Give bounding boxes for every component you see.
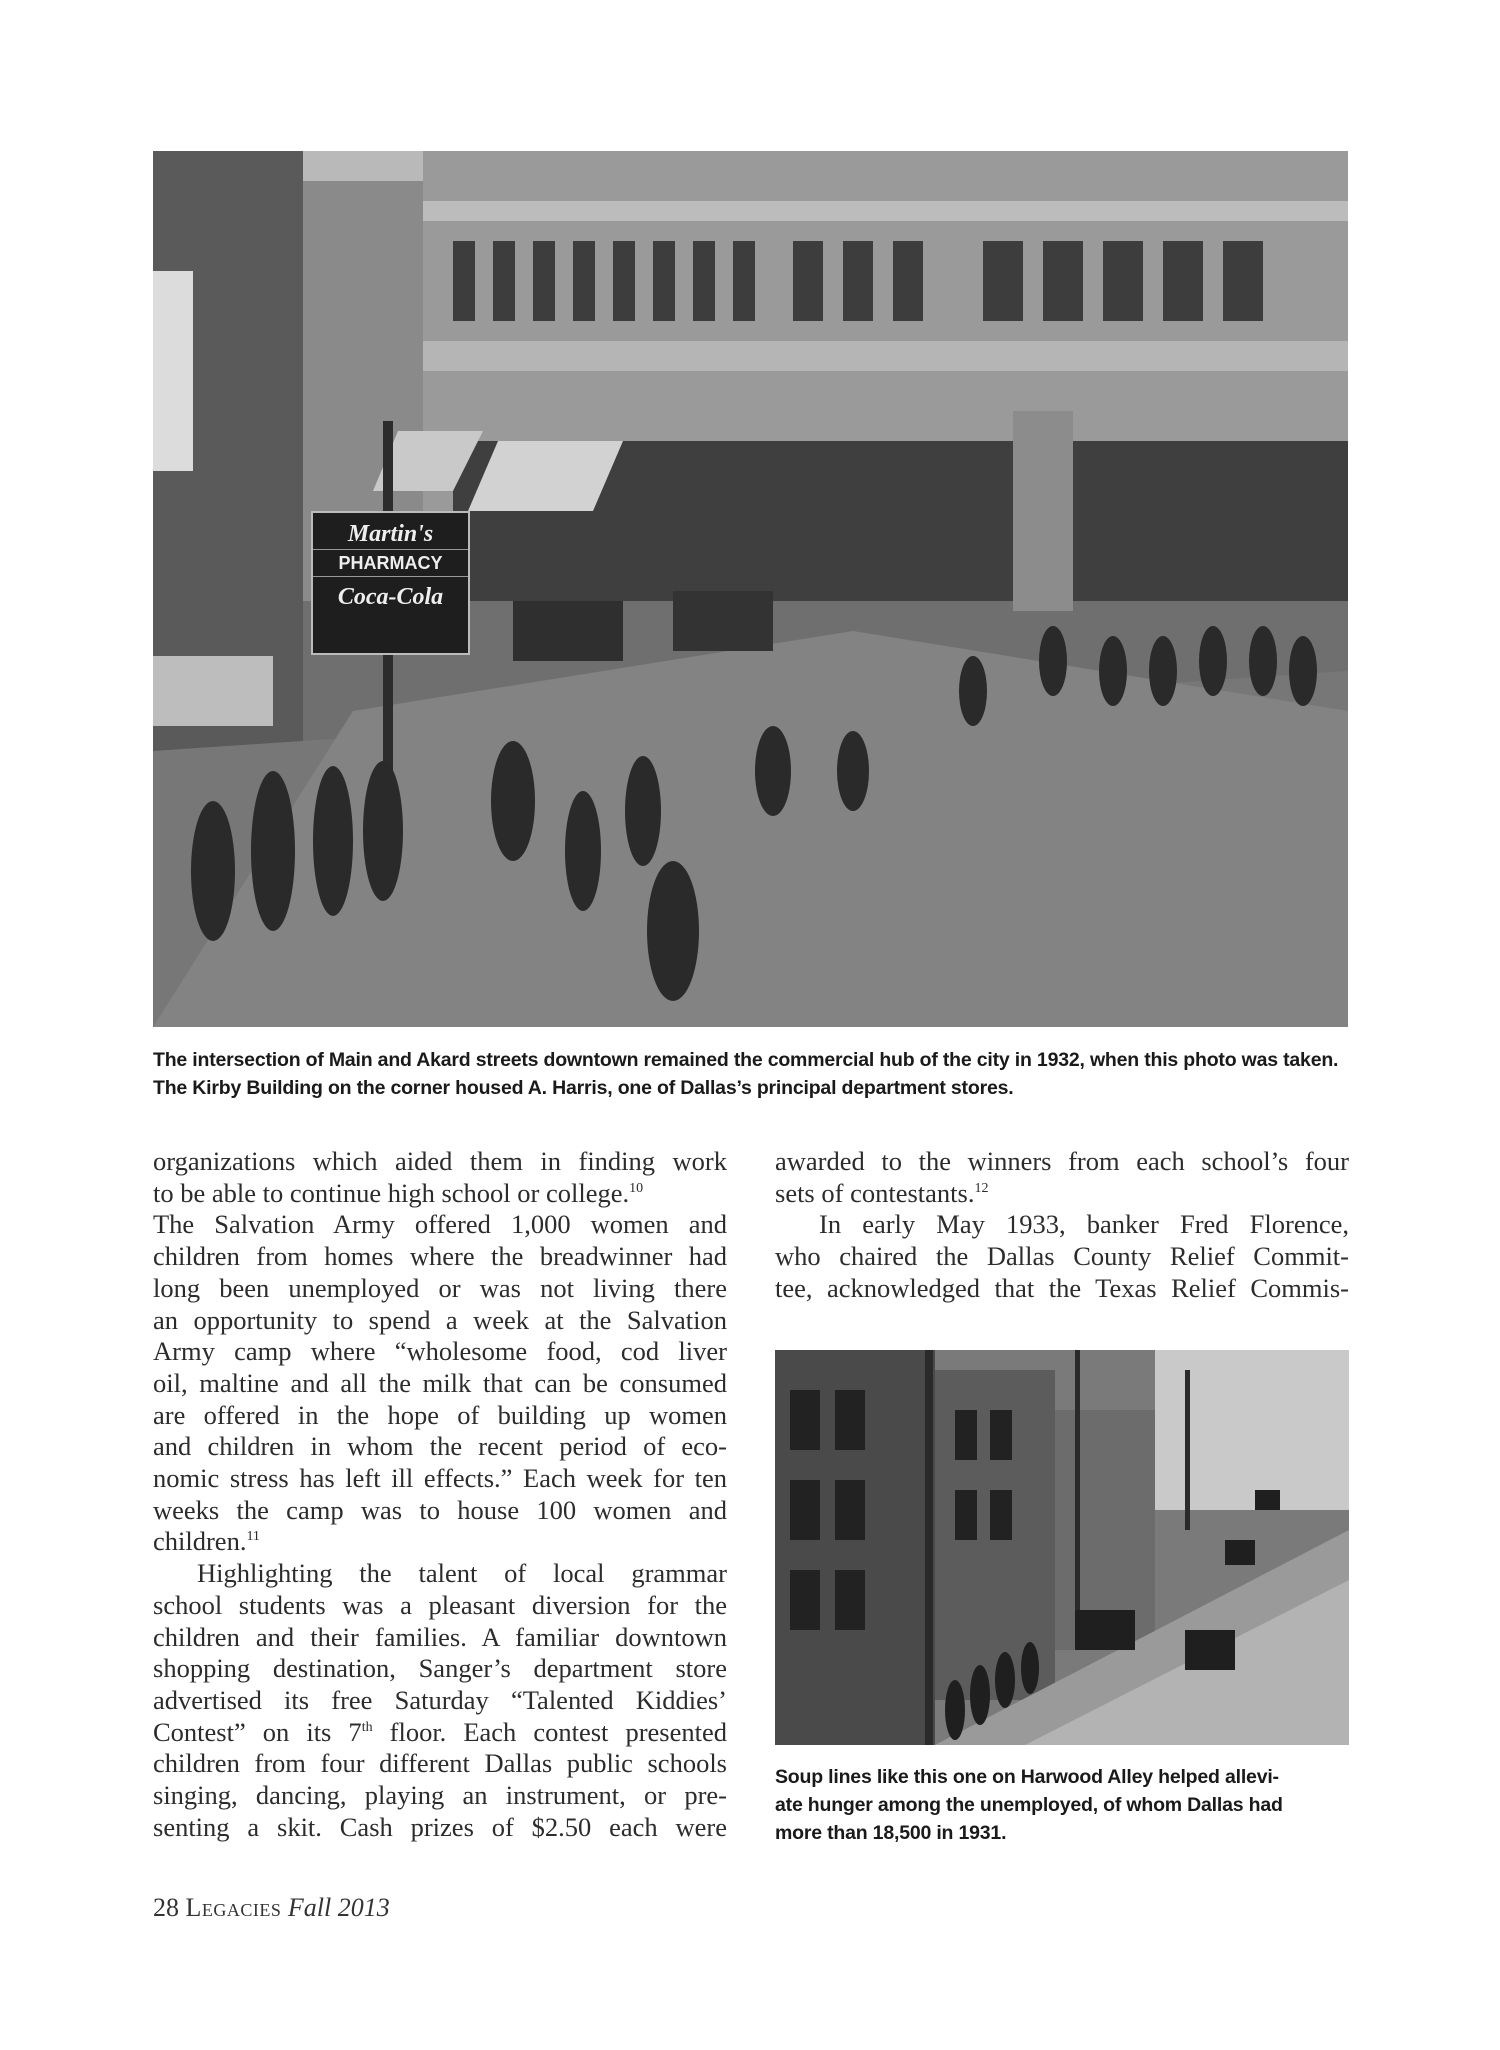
left-line-20: children from four different Dallas public schools <box>153 1748 727 1779</box>
sign-coca-cola: Coca-Cola <box>337 584 444 610</box>
superscript-th: th <box>361 1719 373 1735</box>
pharmacy-sign <box>311 511 470 655</box>
main-akard-intersection-photo <box>153 151 1348 1027</box>
left-line-6: an opportunity to spend a week at the Salvation <box>153 1304 727 1335</box>
left-line-18: advertised its free Saturday “Talented Kiddies’ <box>153 1684 727 1715</box>
left-column <box>153 1146 727 1843</box>
right-line-1: awarded to the winners from each school’s four <box>775 1146 1349 1176</box>
left-line-14: Highlighting the talent of local grammar <box>197 1558 727 1589</box>
right-line-5: tee, acknowledged that the Texas Relief Commis- <box>775 1272 1349 1303</box>
left-line-4: children from homes where the breadwinner had <box>153 1241 727 1272</box>
left-line-21: singing, dancing, playing an instrument, or pre- <box>153 1780 727 1811</box>
left-line-3: The Salvation Army offered 1,000 women and <box>153 1209 727 1240</box>
left-line-16: children and their families. A familiar downtown <box>153 1621 727 1652</box>
bottom-caption-line-1: Soup lines like this one on Harwood Alley helped allevi- <box>775 1766 1279 1788</box>
left-line-11: nomic stress has left ill effects.” Each week for ten <box>153 1463 727 1494</box>
left-line-13: children.$^{11}$ <box>153 1526 260 1557</box>
left-line-22: senting a skit. Cash prizes of $2.50 each were <box>153 1811 727 1842</box>
footnote-ref-12: 12 <box>974 1180 989 1196</box>
sign-pharmacy: PHARMACY <box>313 549 468 577</box>
top-caption-text: The intersection of Main and Akard streets downtown remained the commercial hub of the city in 1932, when this photo was taken. The Kirby Building on the corner housed A. Harris, one of Dallas’s principal department stores. <box>153 1049 1339 1099</box>
magazine-name: Legacies <box>185 1893 282 1922</box>
left-line-9: are offered in the hope of building up women <box>153 1399 727 1430</box>
harwood-alley-soup-line-photo <box>775 1350 1349 1745</box>
issue-label: Fall 2013 <box>287 1893 390 1922</box>
left-line-1: organizations which aided them in finding work <box>153 1146 727 1176</box>
bottom-caption-line-2: ate hunger among the unemployed, of whom Dallas had <box>775 1794 1283 1816</box>
page-footer <box>153 1893 390 1923</box>
left-line-5: long been unemployed or was not living there <box>153 1272 727 1303</box>
footnote-ref-10: 10 <box>629 1180 644 1196</box>
page-number: 28 <box>153 1893 179 1922</box>
left-line-17: shopping destination, Sanger’s department store <box>153 1653 727 1684</box>
left-line-10: and children in whom the recent period of eco- <box>153 1431 727 1462</box>
left-line-12: weeks the camp was to house 100 women and <box>153 1494 727 1525</box>
left-line-2: to be able to continue high school or college.$^{10}$ <box>153 1177 644 1208</box>
left-line-7: Army camp where “wholesome food, cod liver <box>153 1336 727 1367</box>
bottom-caption-line-3: more than 18,500 in 1931. <box>775 1822 1007 1844</box>
bottom-photo-caption <box>775 1763 1349 1847</box>
left-line-8: oil, maltine and all the milk that can be consumed <box>153 1367 727 1398</box>
right-line-4: who chaired the Dallas County Relief Commit- <box>775 1241 1349 1272</box>
right-column <box>775 1146 1349 1305</box>
right-line-3: In early May 1933, banker Fred Florence, <box>819 1209 1349 1240</box>
sign-martins: Martin's <box>347 521 434 547</box>
top-photo-caption <box>153 1046 1349 1102</box>
left-line-15: school students was a pleasant diversion for the <box>153 1589 727 1620</box>
footnote-ref-11: 11 <box>246 1529 260 1545</box>
right-line-2: sets of contestants.$^{12}$ <box>775 1177 989 1208</box>
left-line-19: Contest” on its 7th floor. Each contest presented <box>153 1716 728 1747</box>
